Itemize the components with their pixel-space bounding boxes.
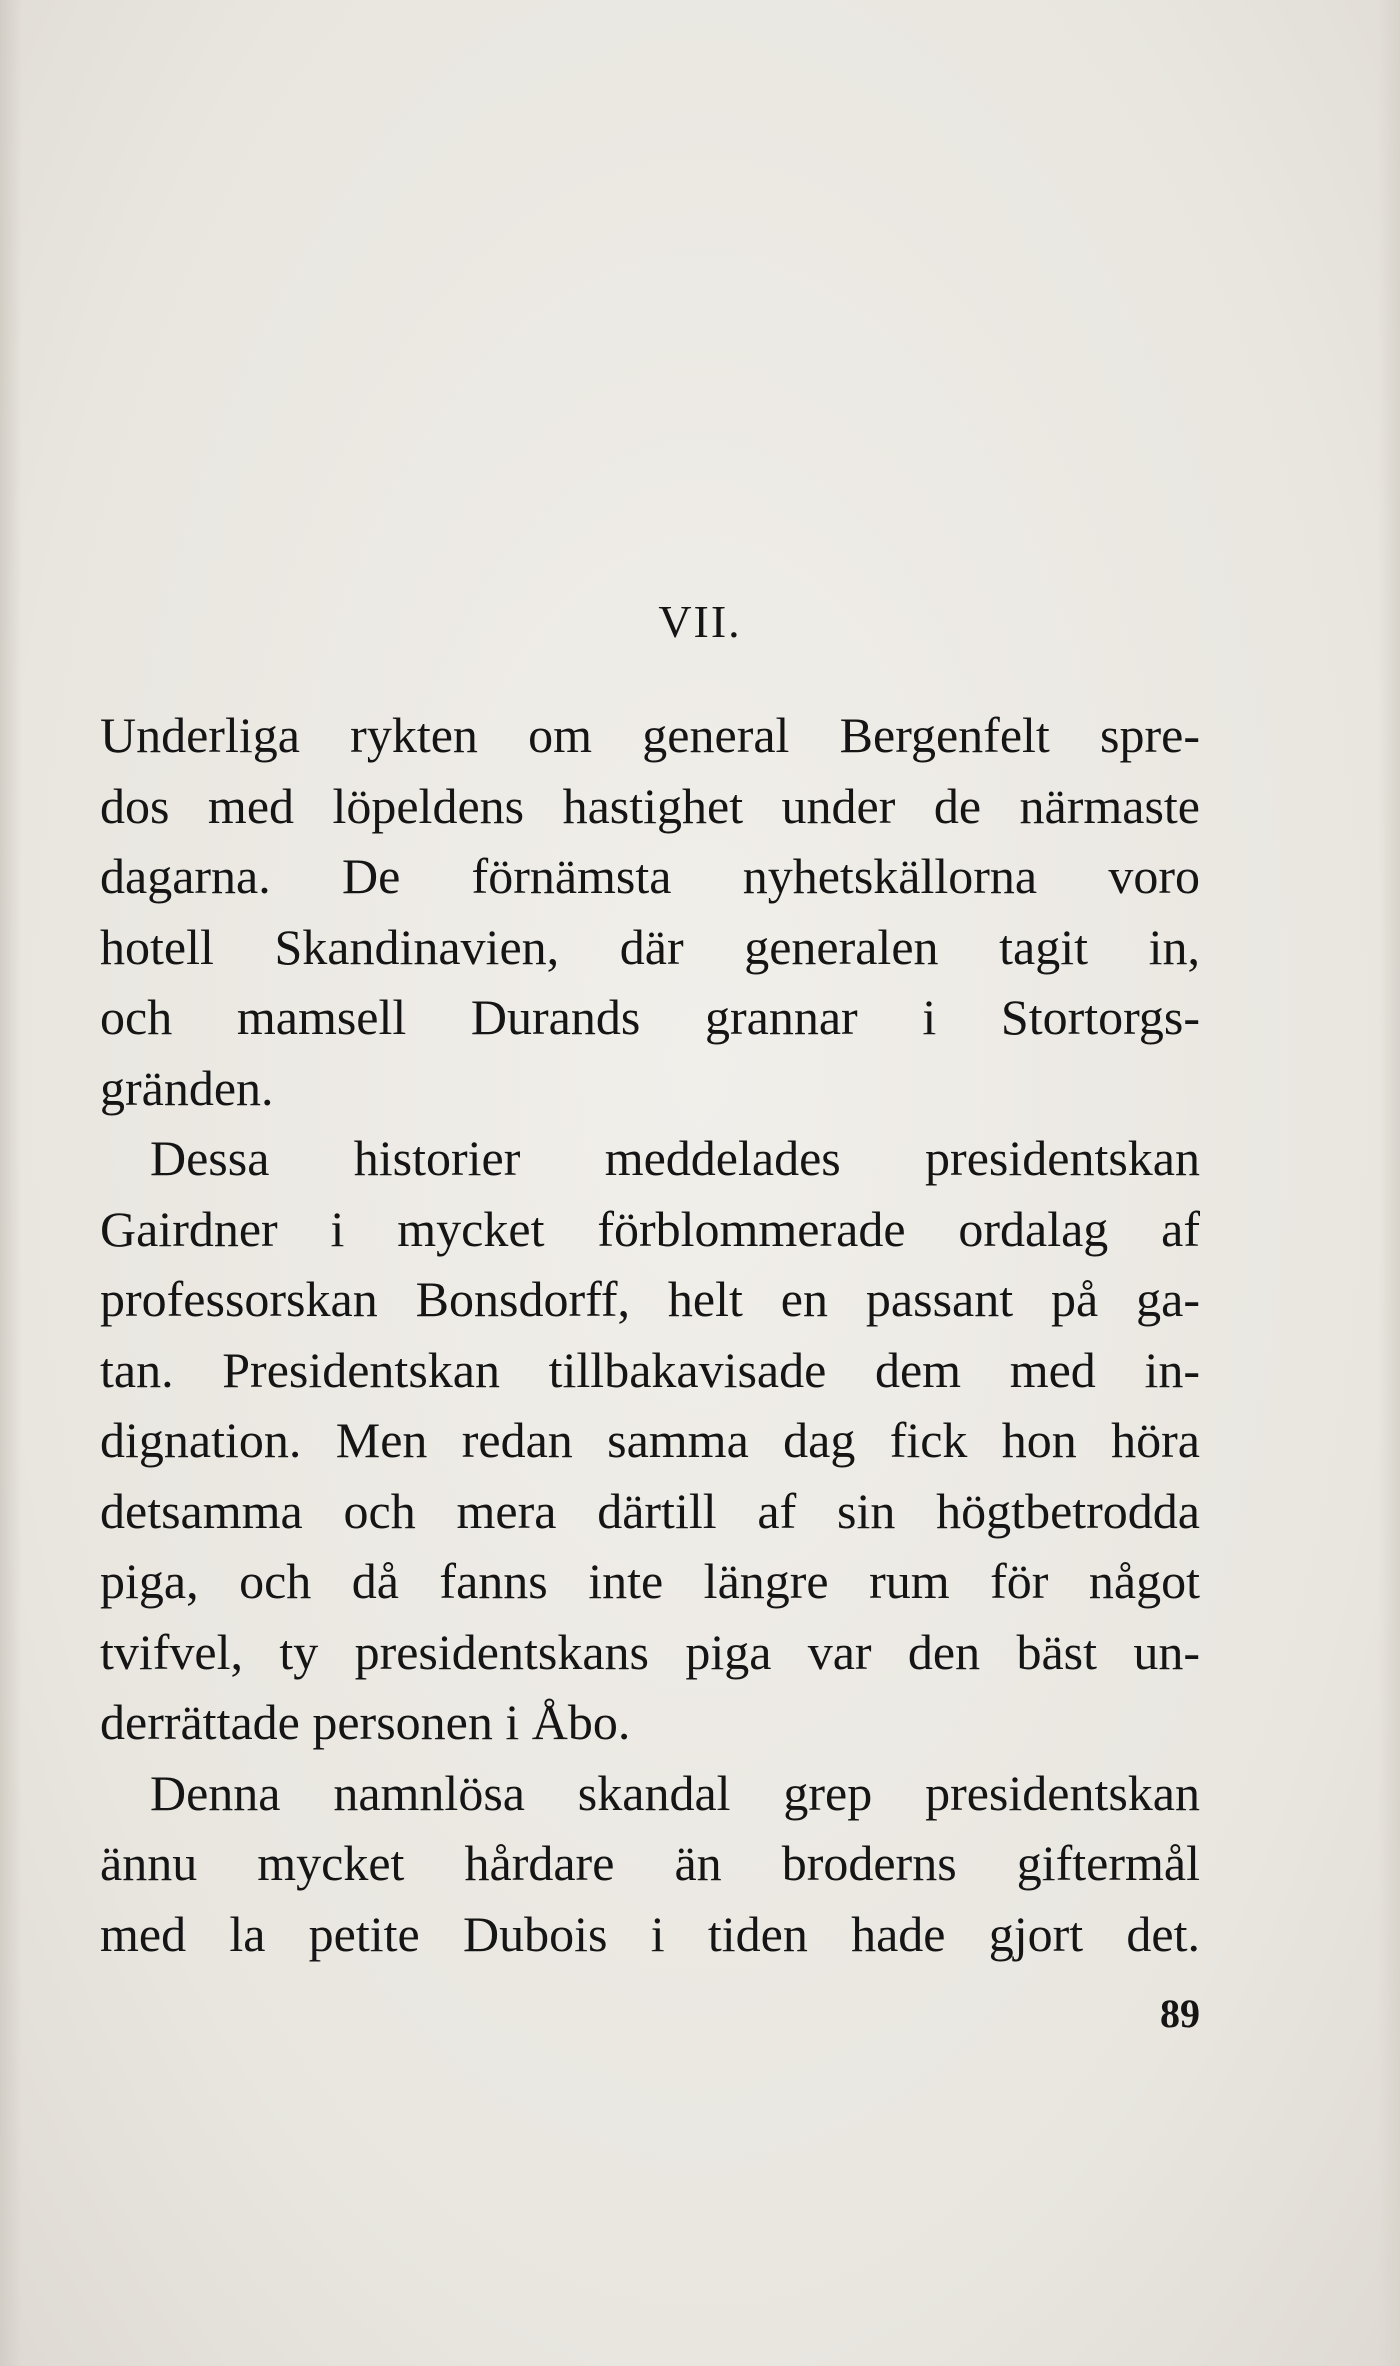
- text-line: dagarna. De förnämsta nyhetskällorna voro: [100, 848, 1200, 904]
- text-line: Underliga rykten om general Bergenfelt spre-: [100, 707, 1200, 763]
- text-line: dignation. Men redan samma dag fick hon höra: [100, 1412, 1200, 1468]
- body-text: [100, 700, 1200, 1969]
- text-line: derrättade personen i Åbo.: [100, 1694, 631, 1750]
- text-line: gränden.: [100, 1059, 274, 1116]
- text-line: dos med löpeldens hastighet under de närmaste: [100, 777, 1200, 834]
- text-line: och mamsell Durands grannar i Stortorgs-: [100, 989, 1200, 1045]
- text-line: Denna namnlösa skandal grep presidentskan: [150, 1764, 1200, 1821]
- text-line: med la petite Dubois i tiden hade gjort det.: [100, 1905, 1200, 1962]
- text-line: professorskan Bonsdorff, helt en passant på ga-: [100, 1271, 1200, 1327]
- page-left-edge: [0, 0, 22, 2366]
- text-line: ännu mycket hårdare än broderns giftermål: [100, 1835, 1200, 1891]
- text-line: tan. Presidentskan tillbakavisade dem med in-: [100, 1341, 1200, 1398]
- text-line: piga, och då fanns inte längre rum för något: [100, 1553, 1200, 1609]
- text-line: Gairdner i mycket förblommerade ordalag af: [100, 1200, 1200, 1257]
- text-line: detsamma och mera därtill af sin högtbetrodda: [100, 1482, 1200, 1539]
- text-line: hotell Skandinavien, där generalen tagit in,: [100, 918, 1200, 975]
- text-line: tvifvel, ty presidentskans piga var den bäst un-: [100, 1623, 1200, 1680]
- page-right-edge: [1378, 0, 1400, 2366]
- chapter-heading: VII.: [658, 596, 742, 647]
- page-number: 89: [1160, 1991, 1200, 2036]
- text-line: Dessa historier meddelades presidentskan: [150, 1130, 1200, 1186]
